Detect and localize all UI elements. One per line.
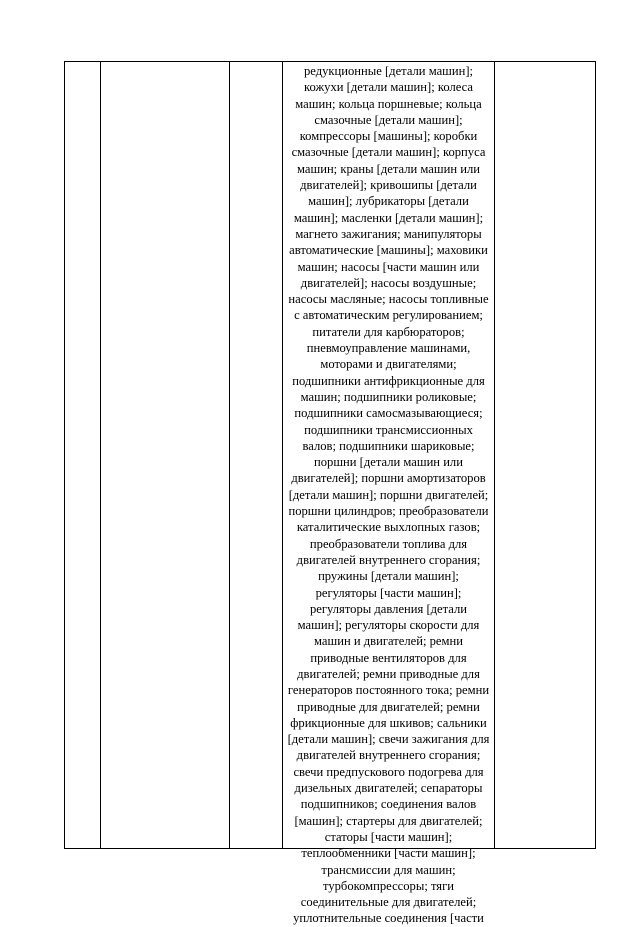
- table-cell-col2: [101, 62, 230, 849]
- table-cell-goods-list: [283, 62, 495, 926]
- goods-list-text: редукционные [детали машин]; кожухи [детали машин]; колеса машин; кольца поршневые; кольца смазочные [детали машин]; компрессоры [машины]; коробки смазочные [детали машин]; корпуса машин; краны [детали машин или двигателей]; кривошипы [детали машин]; лубрикаторы [детали машин]; масленки [детали машин]; магнето зажигания; манипуляторы автоматические [машины]; маховики машин; насосы [части машин или двигателей]; насосы воздушные; насосы масляные; насосы топливные с автоматическим регулированием; питатели для карбюраторов; пневмоуправление машинами, моторами и двигателями; подшипники антифрикционные для машин; подшипники роликовые; подшипники самосмазывающиеся; подшипники трансмиссионных валов; подшипники шариковые; поршни [детали машин или двигателей]; поршни амортизаторов [детали машин]; поршни двигателей; поршни цилиндров; преобразователи каталитические выхлопных газов; преобразователи топлива для двигателей внутреннего сгорания; пружины [детали машин]; регуляторы [части машин]; регуляторы давления [детали машин]; регуляторы скорости для машин и двигателей; ремни приводные вентиляторов для двигателей; ремни приводные для генераторов постоянного тока; ремни приводные для двигателей; ремни фрикционные для шкивов; сальники [детали машин]; свечи зажигания для двигателей внутреннего сгорания; свечи предпускового подогрева для дизельных двигателей; сепараторы подшипников; соединения валов [машин]; стартеры для двигателей; статоры [части машин]; теплообменники [части машин]; трансмиссии для машин; турбокомпрессоры; тяги соединительные для двигателей; уплотнительные соединения [части: [287, 64, 490, 926]
- table-row: [65, 62, 596, 849]
- table-cell-col1: [65, 62, 101, 849]
- table-cell-col3: [230, 62, 283, 849]
- table-cell-col5: [495, 62, 596, 849]
- goods-table: [64, 61, 596, 926]
